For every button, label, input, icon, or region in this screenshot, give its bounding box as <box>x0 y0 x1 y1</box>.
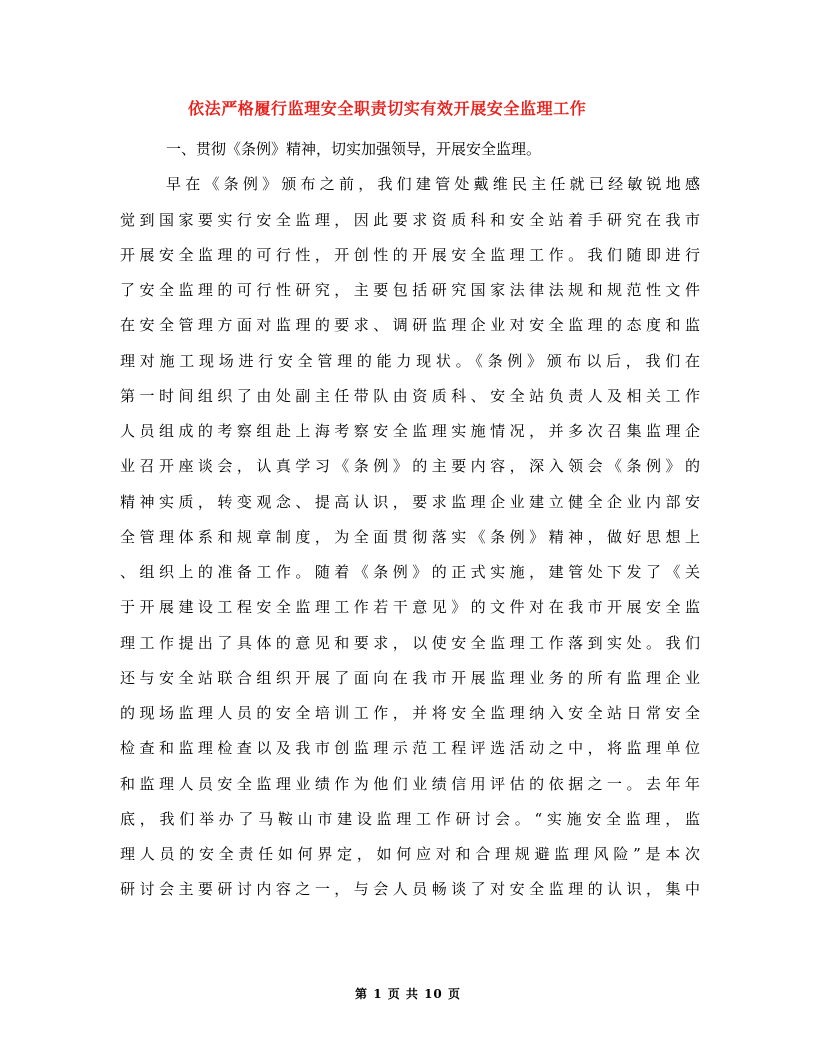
page-number-footer: 第 1 页 共 10 页 <box>355 987 461 1001</box>
paragraph-line: 检查和监理检查以及我市创监理示范工程评选活动之中，将监理单位 <box>120 739 700 758</box>
paragraph-line: 底，我们举办了马鞍山市建设监理工作研讨会。“实施安全监理，监 <box>120 809 700 828</box>
document-title: 依法严格履行监理安全职责切实有效开展安全监理工作 <box>188 99 587 118</box>
paragraph-line: 全管理体系和规章制度，为全面贯彻落实《条例》精神，做好思想上 <box>120 527 700 546</box>
paragraph-line: 理人员的安全责任如何界定，如何应对和合理规避监理风险”是本次 <box>120 845 700 863</box>
paragraph-line: 在安全管理方面对监理的要求、调研监理企业对安全监理的态度和监 <box>120 316 700 335</box>
paragraph-line: 第一时间组织了由处副主任带队由资质科、安全站负责人及相关工作 <box>120 386 700 405</box>
paragraph-line: 业召开座谈会，认真学习《条例》的主要内容，深入领会《条例》的 <box>120 457 700 476</box>
paragraph-line: 了安全监理的可行性研究，主要包括研究国家法律法规和规范性文件 <box>120 281 700 299</box>
paragraph-line: 早在《条例》颁布之前，我们建管处戴维民主任就已经敏锐地感 <box>166 175 700 194</box>
paragraph-line: 开展安全监理的可行性，开创性的开展安全监理工作。我们随即进行 <box>120 245 700 264</box>
paragraph-line: 、组织上的准备工作。随着《条例》的正式实施，建管处下发了《关 <box>120 563 700 581</box>
paragraph-line: 人员组成的考察组赴上海考察安全监理实施情况，并多次召集监理企 <box>120 422 700 440</box>
paragraph-line: 于开展建设工程安全监理工作若干意见》的文件对在我市开展安全监 <box>120 598 700 617</box>
paragraph-line: 精神实质，转变观念、提高认识，要求监理企业建立健全企业内部安 <box>120 492 700 511</box>
paragraph-line: 理工作提出了具体的意见和要求，以使安全监理工作落到实处。我们 <box>120 633 700 652</box>
document-body <box>120 132 700 908</box>
paragraph-line: 和监理人员安全监理业绩作为他们业绩信用评估的依据之一。去年年 <box>120 774 700 793</box>
paragraph-line: 理对施工现场进行安全管理的能力现状。《条例》颁布以后，我们在 <box>120 351 700 370</box>
paragraph-line: 还与安全站联合组织开展了面向在我市开展监理业务的所有监理企业 <box>120 668 700 687</box>
section-heading: 一、贯彻《条例》精神，切实加强领导，开展安全监理。 <box>166 140 542 158</box>
paragraph-line: 觉到国家要实行安全监理，因此要求资质科和安全站着手研究在我市 <box>120 210 700 229</box>
paragraph-line: 的现场监理人员的安全培训工作，并将安全监理纳入安全站日常安全 <box>120 704 700 722</box>
paragraph-line: 研讨会主要研讨内容之一，与会人员畅谈了对安全监理的认识，集中 <box>120 880 700 899</box>
